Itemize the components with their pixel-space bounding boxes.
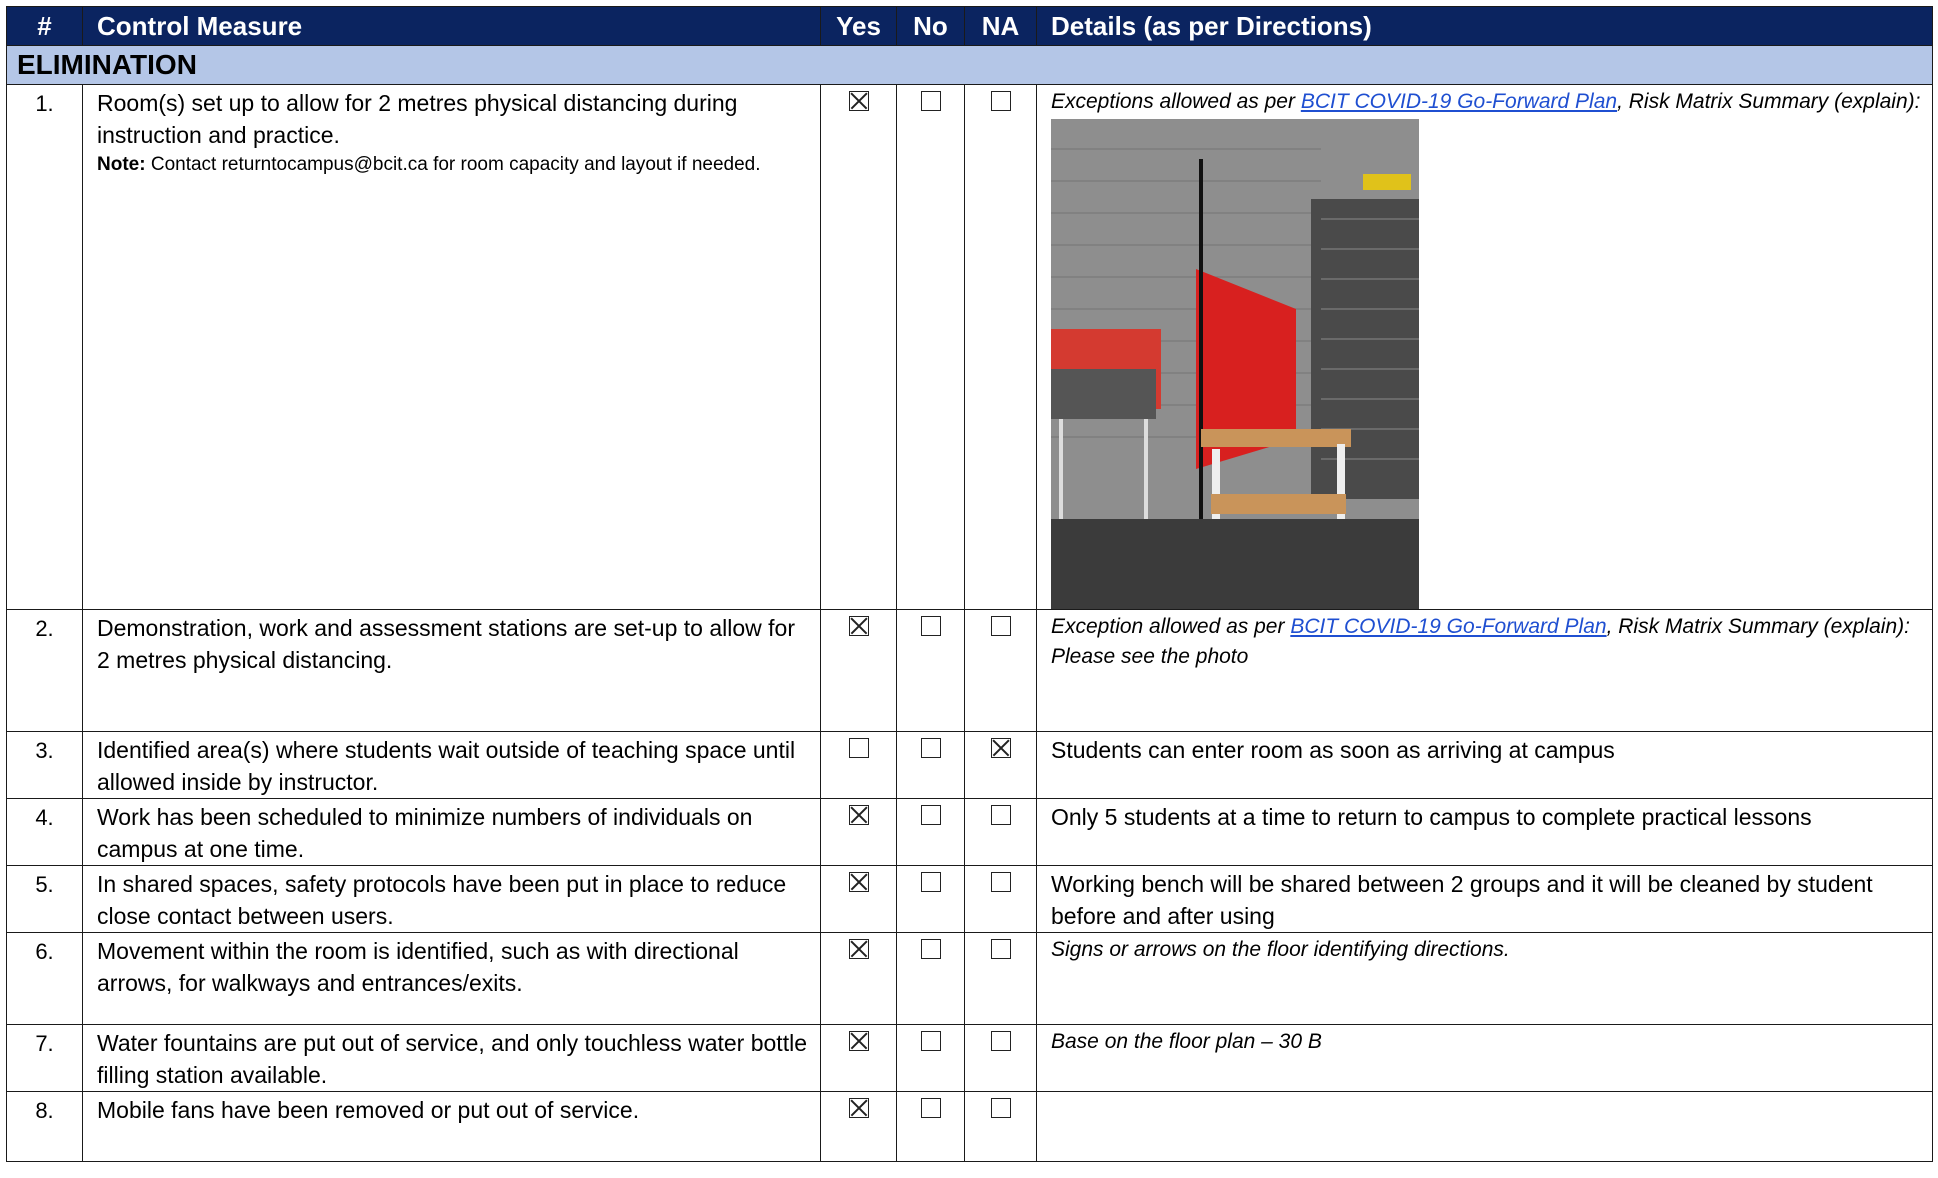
no-checkbox[interactable] [921,872,941,892]
row-number: 1. [7,85,83,610]
control-measure-text: Work has been scheduled to minimize numbers of individuals on campus at one time. [83,799,821,866]
no-cell [897,866,965,933]
control-measure-text: Water fountains are put out of service, and only touchless water bottle filling station available. [83,1025,821,1092]
control-measure-text: In shared spaces, safety protocols have been put in place to reduce close contact between users. [83,866,821,933]
no-cell [897,1092,965,1162]
na-checkbox[interactable] [991,1098,1011,1118]
yes-checkbox[interactable] [849,1031,869,1051]
row-number: 4. [7,799,83,866]
details-text [1037,1092,1933,1162]
table-row [7,610,1933,732]
na-cell [965,610,1037,732]
yes-cell [821,1025,897,1092]
details-text: Students can enter room as soon as arriving at campus [1037,732,1933,799]
na-checkbox[interactable] [991,616,1011,636]
section-row [7,46,1933,85]
na-cell [965,866,1037,933]
go-forward-plan-link[interactable]: BCIT COVID-19 Go-Forward Plan [1290,615,1607,638]
table-row [7,1092,1933,1162]
no-checkbox[interactable] [921,1031,941,1051]
details-prefix: Exceptions allowed as per [1051,90,1301,113]
yes-checkbox[interactable] [849,616,869,636]
na-cell [965,732,1037,799]
header-na: NA [965,7,1037,46]
table-row [7,85,1933,610]
table-row [7,866,1933,933]
details-text: Working bench will be shared between 2 groups and it will be cleaned by student before and after using [1037,866,1933,933]
details-text: Only 5 students at a time to return to campus to complete practical lessons [1037,799,1933,866]
header-control-measure: Control Measure [83,7,821,46]
control-measure-text: Movement within the room is identified, such as with directional arrows, for walkways and entrances/exits. [83,933,821,1025]
no-checkbox[interactable] [921,738,941,758]
yes-cell [821,799,897,866]
no-cell [897,732,965,799]
table-row [7,1025,1933,1092]
control-measure-text: Demonstration, work and assessment stations are set-up to allow for 2 metres physical distancing. [83,610,821,732]
yes-checkbox[interactable] [849,1098,869,1118]
header-num: # [7,7,83,46]
no-cell [897,610,965,732]
no-cell [897,85,965,610]
yes-cell [821,732,897,799]
details-prefix: Exception allowed as per [1051,615,1291,638]
na-checkbox[interactable] [991,805,1011,825]
note [97,151,810,179]
na-cell [965,933,1037,1025]
details-cell [1037,610,1933,732]
details-text: Signs or arrows on the floor identifying directions. [1037,933,1933,1025]
na-cell [965,85,1037,610]
yes-checkbox[interactable] [849,805,869,825]
row-number: 5. [7,866,83,933]
na-checkbox[interactable] [991,939,1011,959]
workstation-photo [1051,119,1419,609]
no-checkbox[interactable] [921,939,941,959]
no-checkbox[interactable] [921,805,941,825]
no-cell [897,1025,965,1092]
na-checkbox[interactable] [991,738,1011,758]
control-measure-text: Room(s) set up to allow for 2 metres physical distancing during instruction and practice. [97,90,738,148]
table-header [7,7,1933,46]
details-text: Base on the floor plan – 30 B [1037,1025,1933,1092]
na-checkbox[interactable] [991,1031,1011,1051]
control-measures-form [6,6,1933,1162]
details-extra: Please see the photo [1051,645,1249,668]
details-suffix: , Risk Matrix Summary (explain): [1606,615,1910,638]
na-checkbox[interactable] [991,872,1011,892]
yes-checkbox[interactable] [849,91,869,111]
control-measure-text: Identified area(s) where students wait outside of teaching space until allowed inside by instructor. [83,732,821,799]
na-checkbox[interactable] [991,91,1011,111]
na-cell [965,1092,1037,1162]
row-number: 7. [7,1025,83,1092]
table-row [7,732,1933,799]
yes-checkbox[interactable] [849,872,869,892]
yes-cell [821,85,897,610]
yes-cell [821,610,897,732]
row-number: 6. [7,933,83,1025]
yes-cell [821,933,897,1025]
yes-checkbox[interactable] [849,738,869,758]
table-row [7,799,1933,866]
control-measure-text: Mobile fans have been removed or put out of service. [83,1092,821,1162]
na-cell [965,1025,1037,1092]
no-checkbox[interactable] [921,91,941,111]
go-forward-plan-link[interactable]: BCIT COVID-19 Go-Forward Plan [1300,90,1618,113]
details-cell [1037,85,1933,610]
header-details: Details (as per Directions) [1037,7,1933,46]
row-number: 3. [7,732,83,799]
header-no: No [897,7,965,46]
yes-cell [821,866,897,933]
no-checkbox[interactable] [921,616,941,636]
na-cell [965,799,1037,866]
yes-cell [821,1092,897,1162]
yes-checkbox[interactable] [849,939,869,959]
row-number: 8. [7,1092,83,1162]
section-title: ELIMINATION [7,46,1933,85]
no-cell [897,799,965,866]
header-yes: Yes [821,7,897,46]
no-cell [897,933,965,1025]
row-number: 2. [7,610,83,732]
control-measure-cell [83,85,821,610]
table-row [7,933,1933,1025]
note-label: Note: [97,154,146,175]
note-text: Contact returntocampus@bcit.ca for room capacity and layout if needed. [150,154,761,175]
no-checkbox[interactable] [921,1098,941,1118]
control-measures-table [6,6,1933,1162]
details-suffix: , Risk Matrix Summary (explain): [1617,90,1921,113]
